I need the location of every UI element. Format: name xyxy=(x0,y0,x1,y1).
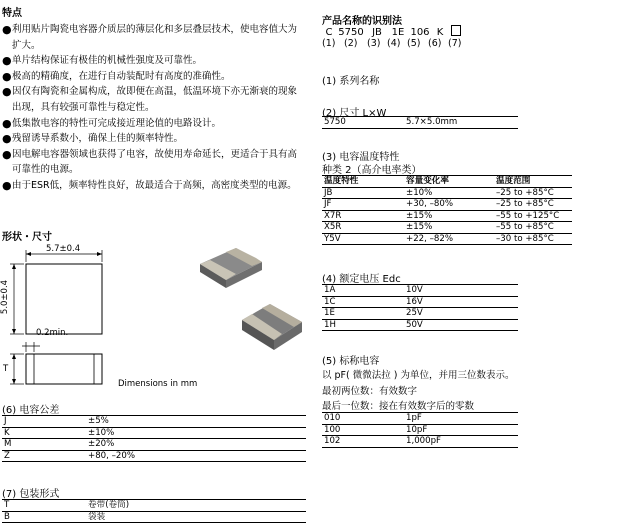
list-item-text: 因仅有陶瓷和金属构成，故即便在高温，低温环境下亦无渐衰的现象出现，具有较强可靠性与稳定性。 xyxy=(12,86,298,113)
table-row xyxy=(322,199,572,211)
table-row xyxy=(2,511,306,523)
code-part: K xyxy=(436,27,444,38)
height-dimension: 5.0±0.4 xyxy=(0,279,11,315)
bullet-icon: ● xyxy=(2,132,12,146)
table-row xyxy=(2,416,306,428)
code-number: (2) xyxy=(344,38,358,49)
table-cell: +30, –80% xyxy=(404,199,494,211)
code-part: 5750 xyxy=(338,27,364,38)
voltage-table xyxy=(322,284,518,331)
list-item xyxy=(2,84,307,115)
temp-title: (3) 电容温度特性 xyxy=(322,152,400,163)
table-cell: –55 to +125°C xyxy=(494,210,572,222)
list-item-text: 由于ESR低，频率特性良好，故最适合于高频，高密度类型的电源。 xyxy=(12,179,297,191)
table-cell: 010 xyxy=(322,413,404,425)
temp-subtitle: 种类 2（高介电率类） xyxy=(322,165,422,176)
list-item-text: 单片结构保证有极佳的机械性强度及可靠性。 xyxy=(12,55,203,67)
table-cell: 1E xyxy=(322,308,404,320)
thickness-label: T xyxy=(3,364,9,374)
code-number: (7) xyxy=(448,38,462,49)
table-header: 温度范围 xyxy=(494,176,572,188)
naming-code xyxy=(322,25,464,38)
table-cell: X7R xyxy=(322,210,404,222)
bullet-icon: ● xyxy=(2,178,12,192)
side-view-outline xyxy=(26,354,102,384)
shape-title: 形状・尺寸 xyxy=(2,232,52,243)
table-cell: 1,000pF xyxy=(404,436,518,448)
naming-numbers xyxy=(322,38,468,49)
table-cell: 1pF xyxy=(404,413,518,425)
chip-photo-1 xyxy=(196,244,268,292)
table-cell: B xyxy=(2,511,86,523)
table-cell: ±10% xyxy=(86,427,306,439)
width-dimension: 5.7±0.4 xyxy=(46,244,81,254)
table-cell: M xyxy=(2,439,86,451)
table-cell: 25V xyxy=(404,308,518,320)
table-row xyxy=(322,319,518,331)
table-row xyxy=(2,427,306,439)
min-dimension: 0.2min. xyxy=(36,328,69,338)
list-item xyxy=(2,53,307,69)
table-cell: 5.7×5.0mm xyxy=(404,117,518,129)
table-cell: ±15% xyxy=(404,222,494,234)
table-cell: X5R xyxy=(322,222,404,234)
table-cell: ±20% xyxy=(86,439,306,451)
nominal-line-2: 最初两位数：有效数字 xyxy=(322,386,418,397)
list-item-text: 低集散电容的特性可完成接近理论值的电路设计。 xyxy=(12,117,222,129)
table-cell: 1H xyxy=(322,319,404,331)
table-cell: –25 to +85°C xyxy=(494,199,572,211)
table-row xyxy=(2,450,306,462)
table-cell: 卷带(卷筒) xyxy=(86,500,306,512)
table-cell: 102 xyxy=(322,436,404,448)
code-number: (5) xyxy=(407,38,421,49)
table-row xyxy=(322,424,518,436)
table-row xyxy=(322,210,572,222)
features-title: 特点 xyxy=(2,8,22,19)
code-placeholder-box xyxy=(451,25,461,36)
list-item-text: 残留诱导系数小，确保上佳的频率特性。 xyxy=(12,133,184,145)
bullet-icon: ● xyxy=(2,23,12,36)
table-cell: +80, –20% xyxy=(86,450,306,462)
bullet-icon: ● xyxy=(2,116,12,130)
table-cell: ±15% xyxy=(404,210,494,222)
table-row xyxy=(322,436,518,448)
code-part: 1E xyxy=(391,27,405,38)
nominal-line-3: 最后一位数：接在有效数字后的零数 xyxy=(322,401,475,412)
list-item-text: 利用贴片陶瓷电容器介质层的薄层化和多层叠层技术，使电容值大为扩大。 xyxy=(12,24,298,51)
dimension-drawing xyxy=(0,242,200,392)
table-cell: 50V xyxy=(404,319,518,331)
tolerance-table xyxy=(2,415,306,462)
features-list xyxy=(2,22,307,194)
table-cell: 1C xyxy=(322,296,404,308)
table-row xyxy=(322,285,518,297)
table-cell: –25 to +85°C xyxy=(494,187,572,199)
size-table xyxy=(322,116,518,129)
table-cell: K xyxy=(2,427,86,439)
table-header-row xyxy=(322,176,572,188)
table-cell: JF xyxy=(322,199,404,211)
table-cell: ±5% xyxy=(86,416,306,428)
code-part: C xyxy=(325,27,333,38)
list-item-text: 因电解电容器领域也获得了电容，故使用寿命延长，更适合于具有高可靠性的电源。 xyxy=(12,148,298,176)
table-row xyxy=(322,296,518,308)
bullet-icon: ● xyxy=(2,147,12,161)
code-number: (6) xyxy=(428,38,442,49)
nominal-title: (5) 标称电容 xyxy=(322,356,380,367)
list-item xyxy=(2,131,307,147)
table-row xyxy=(2,439,306,451)
top-view-outline xyxy=(26,264,102,334)
table-cell: 1A xyxy=(322,285,404,297)
voltage-title: (4) 额定电压 Edc xyxy=(322,274,401,285)
temp-table xyxy=(322,175,572,245)
table-cell: –30 to +85°C xyxy=(494,233,572,245)
table-header: 温度特性 xyxy=(322,176,404,188)
bullet-icon: ● xyxy=(2,69,12,83)
packaging-title: (7) 包装形式 xyxy=(2,489,60,500)
table-row xyxy=(322,233,572,245)
dimensions-note: Dimensions in mm xyxy=(118,379,198,389)
list-item xyxy=(2,69,307,85)
tolerance-title: (6) 电容公差 xyxy=(2,405,60,416)
table-row xyxy=(322,222,572,234)
code-number: (4) xyxy=(387,38,401,49)
list-item xyxy=(2,22,307,53)
table-row xyxy=(322,413,518,425)
bullet-icon: ● xyxy=(2,54,12,68)
table-cell: 10V xyxy=(404,285,518,297)
table-cell: Z xyxy=(2,450,86,462)
table-cell: 16V xyxy=(404,296,518,308)
nominal-line-1: 以 pF( 微微法拉 ) 为单位，并用三位数表示。 xyxy=(322,370,515,381)
table-cell: 100 xyxy=(322,424,404,436)
series-title: (1) 系列名称 xyxy=(322,76,380,87)
list-item xyxy=(2,147,307,178)
code-number: (1) xyxy=(322,38,336,49)
packaging-table xyxy=(2,499,306,523)
naming-title: 产品名称的识别法 xyxy=(322,16,402,27)
table-cell: Y5V xyxy=(322,233,404,245)
table-header: 容量变化率 xyxy=(404,176,494,188)
table-cell: 袋装 xyxy=(86,511,306,523)
list-item-text: 极高的精确度，在进行自动装配时有高度的准确性。 xyxy=(12,70,231,82)
list-item xyxy=(2,178,307,194)
table-cell: T xyxy=(2,500,86,512)
table-cell: 10pF xyxy=(404,424,518,436)
size-title: (2) 尺寸 L×W xyxy=(322,108,387,119)
table-cell: +22, –82% xyxy=(404,233,494,245)
code-part: JB xyxy=(372,27,382,38)
table-row xyxy=(322,308,518,320)
table-cell: 5750 xyxy=(322,117,404,129)
table-cell: JB xyxy=(322,187,404,199)
code-part: 106 xyxy=(410,27,430,38)
nominal-table xyxy=(322,412,518,448)
chip-photo-2 xyxy=(236,300,308,358)
table-cell: –55 to +85°C xyxy=(494,222,572,234)
table-cell: J xyxy=(2,416,86,428)
list-item xyxy=(2,116,307,132)
code-number: (3) xyxy=(367,38,381,49)
table-row xyxy=(2,500,306,512)
table-row xyxy=(322,117,518,129)
table-cell: ±10% xyxy=(404,187,494,199)
table-row xyxy=(322,187,572,199)
bullet-icon: ● xyxy=(2,85,12,99)
